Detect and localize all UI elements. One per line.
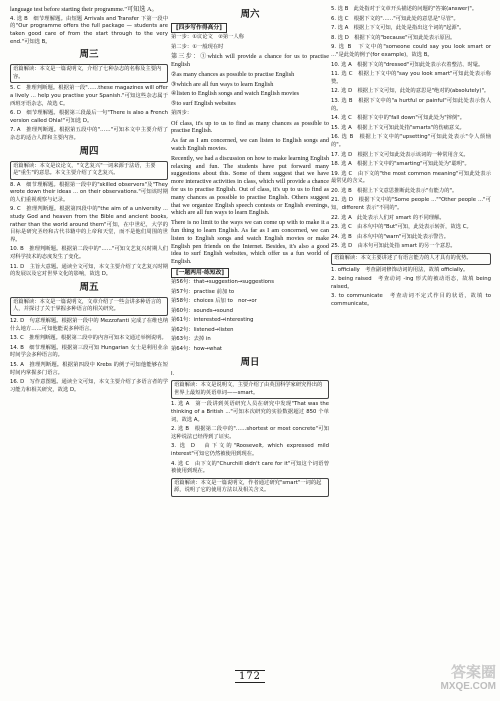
answer-item: 18. 选 A 根据上下文中的"smarting"可知此处为"聪明"。 [331, 161, 470, 168]
watermark-url: MXQE.COM [440, 681, 496, 692]
answer-item: 20. 选 B 根据上下文意思推断此处表示"有能力的"。 [331, 187, 458, 194]
passage-note: 语篇解读：本文是议论文，"文艺复兴"一词来源于法语，主要是"重生"的意思。本文主要介绍了文艺复兴。 [10, 161, 168, 180]
correction-line: 第61句：interested→interesting [171, 317, 254, 324]
answer-item: 2. being raised 考查动词 -ing 形式的被动语态，故填 being raised。 [331, 276, 491, 290]
correction-line: 第60句：sounds→sound [171, 307, 233, 314]
answer-item: 7. 选 A 根据上下文可知，此处是指出这个词的"起源"。 [331, 25, 465, 32]
passage-note: 语篇解读：本文主要讲述了有语言能力的人才具有的优势。 [331, 253, 491, 265]
passage-note: 语篇解读：本文是一篇说明文，作者通过研究"smart"一词的起源，说明了它的使用方法以及相关含义。 [171, 478, 329, 497]
step-line: ⑤to surf English websites [171, 100, 236, 108]
correction-line: 第64句：how→what [171, 346, 223, 353]
passage-note: 语篇解读：本文是说明文，主要介绍了由英国科学家研究得出的世界上最短的英语单词——smart。 [171, 380, 329, 399]
box-heading: [一题两用·练短改] [171, 268, 229, 278]
answer-item: 13. 选 B 根据下文中的"a hurtful or painful"可知此处表示伤人的。 [331, 97, 491, 112]
answer-item: 1. officially 考查副词修饰动词的用法，故填 officially。 [331, 266, 469, 273]
step-line: ④listen to English songs and watch English movies [171, 90, 300, 98]
answer-item: 9. 选 B 下文中的"someone could say you look smart or ..."是此处的例子(for example)，故选 B。 [331, 44, 491, 58]
column-middle [171, 6, 329, 499]
essay-paragraph: Of class, it's up to us to find as many chances as possible to practise English. [171, 119, 329, 135]
answer-item: 4. 选 B 细节理解题。由短题 Arrivals and Transfer 下第一段中的"Our programme offers the full package — students are taken good care of from the start through to the very end."可知选 B。 [10, 15, 168, 45]
step-line: ③which are all fun ways to learn English [171, 80, 274, 88]
answer-item: 8. A 细节理解题。根据第一段中的"skilled observers"及"They wrote down their ideas ... on their observations."可知该时期的人们重视观察与记录。 [10, 181, 168, 203]
answer-item: 25. 选 D 由本句可知此处指 smart 的另一个意思。 [331, 243, 456, 250]
correction-line: 第57句：practise 前加 to [171, 288, 235, 295]
answer-item: 22. 选 A 此处表示人们对 smart 的不同理解。 [331, 214, 445, 221]
section-header-wednesday: 周三 [79, 49, 99, 61]
watermark-logo [426, 664, 496, 698]
paragraph: language test before starting their programme."可知选 A。 [10, 6, 158, 13]
answer-item: 11. D 主旨大意题。通读全文可知，本文主要介绍了文艺复兴时期的发展以及它对世界文化的影响，故选 D。 [10, 263, 168, 278]
answer-item: 24. 选 B 由本句中的"warn"可知此处表示警告。 [331, 233, 450, 240]
step-line: 第一步：①议论文 ②第一人称 [171, 34, 245, 40]
answer-item: 7. A 推理判断题。根据第五段中的"……"可知本文中主要介绍了杂志的适合人群和主要内容。 [10, 127, 168, 141]
answer-item: 13. C 推理判断题。根据第二段中的内容可知本文通过举例说明。 [10, 335, 167, 342]
correction-line: 第62句：listened→listen [171, 326, 234, 333]
answer-item: 21. 选 D 根据下文中的"Some people ...""Other people ..."可知，different 表示"不同的"。 [331, 197, 491, 212]
answer-item: 5. 选 B 此处指对于文章开头描述的问题的"答案(answer)"。 [331, 6, 478, 12]
answer-item: 8. 选 D 根据下文的"because"可知此处表示原因。 [331, 34, 456, 41]
answer-item: 6. D 细节理解题。根据第三段最后一句"There is also a French version called Ohla!"可知选 D。 [10, 110, 168, 124]
step-line: ②as many chances as possible to practise English [171, 70, 295, 78]
essay-paragraph: As far as I am concerned, we can listen to English songs and watch English movies. [171, 137, 329, 152]
answer-item: 16. D 写作意图题。通读全文可知，本文主要介绍了多语言者的学习能力和相关研究，故选 D。 [10, 379, 168, 393]
answer-item: 10. B 推理判断题。根据第二段中的"……"可知文艺复兴时期人们对科学技术的态度发生了变化。 [10, 246, 168, 261]
page-number: 172 [235, 670, 265, 683]
passage-note: 语篇解读：本文是一篇说明文，文章介绍了一些会讲多种语言的人，并探讨了关于掌握多种语言的相关研究。 [10, 297, 168, 316]
answer-item: 12. D 句意理解题。根据第一段中的 Mezzofanti 完成了在维也纳什么地方……可知他能说多种语言。 [10, 318, 168, 332]
answer-item: 2. 选 B 根据第二段中的"……shortest or most concrete"可知这种说法已经得到了证实。 [171, 426, 329, 440]
answer-item: 19. 选 C 由下文的"the most common meaning"可知此处表示最常见的含义。 [331, 170, 491, 185]
section-header-thursday: 周四 [79, 145, 99, 157]
answer-item: 9. C 推理判断题。根据第四段中的"the aim of a university ... study God and heaven from the Bible and ancient books, rather than the world around them"可知，在中世纪，大学的目标是研究圣经和古代书籍中的上帝和天堂，而不是他们周围的世界。 [10, 206, 168, 243]
answer-item: 15. A 推理判断题。根据第四段中 Krebs 的例子可知他能够在短时间内掌握多门语言。 [10, 361, 168, 376]
answer-item: 10. 选 A 根据下文的"dressed"可知此处表示衣着整洁、时髦。 [331, 61, 484, 68]
answer-item: 1. 选 A 第一段讲到英语研究人员在研究中发现"That was the thinking of a British ..."可知本次研究的实验数据超过 850 个单词，故选 A。 [171, 401, 329, 423]
roman-numeral: I. [171, 370, 175, 377]
answer-item: 3. to communicate 考查动词不定式作目的状语，故填 to communicate。 [331, 293, 491, 307]
step-line: 第三步：①which will provide a chance for us to practise English [171, 53, 329, 68]
answer-item: 17. 选 D 根据上下文可知此处表示该词的一种常用含义。 [331, 151, 469, 158]
answer-item: 16. 选 B 根据上下文中的"upsetting"可知此处表示"令人烦恼的"。 [331, 134, 491, 148]
passage-note: 语篇解读：本文是一篇说明文，介绍了七种杂志的名称及主要内容。 [10, 64, 168, 83]
section-header-friday: 周五 [79, 281, 99, 293]
section-header-sunday: 周日 [240, 356, 260, 368]
essay-paragraph: Recently, we had a discussion on how to make learning English relaxing and fun. The students have put forward many suggestions about this. Some of them suggest that we have more interactive activities in class, which will provide a chance for us to practise English. Out of class, it's up to us to find as many chances as possible to practise English. Others suggest that we organize English speech contests or English evenings, which are all fun ways to learn English. [171, 154, 329, 217]
answer-item: 11. 选 C 根据上下文中的"say you look smart"可知此处表示称赞。 [331, 71, 491, 85]
answer-item: 5. C 推理判断题。根据第一段"……these magazines will offer a lively ... help you practise your Spanish."可知这些杂志属于西班牙语杂志，故选 C。 [10, 85, 168, 107]
step-line: 第四步： [171, 109, 193, 116]
answer-item: 12. 选 D 根据上下文可知，此处的意思是"绝对的(absolutely)"。 [331, 88, 490, 95]
correction-line: 第63句：去掉 in [171, 336, 211, 343]
answer-item: 6. 选 C 根据下文的"……"可知此处的意思是"尽管"。 [331, 15, 459, 22]
section-header-saturday: 周六 [240, 9, 260, 20]
watermark-text: 答案圈 [450, 664, 496, 681]
box-heading: [四步写作得高分] [171, 23, 227, 33]
essay-paragraph: There is no limit to the ways we can come up with to make it a fun thing to learn English. As far as I am concerned, we can listen to English songs and watch English movies or make English pen friends on the Internet. Besides, it's also a good idea to surf English websites, which offer us a fun world of English. [171, 219, 329, 266]
step-line: 第二步：①一般现在时 [171, 43, 224, 50]
answer-item: 15. 选 A 根据上下文可知此处指"smarts"的伤痛意义。 [331, 124, 465, 131]
answer-item: 23. 选 C 由本句中的"But"可知，此处表示转折，故选 C。 [331, 224, 472, 231]
answer-item: 14. B 细节理解题。根据第三段可知 Hungarian 女士是利用业余时间学会多种语言的。 [10, 344, 168, 359]
correction-line: 第58句：choices 后加 to nor→or [171, 298, 257, 305]
correction-line: 第56句：that→suggestion→suggestions [171, 278, 275, 285]
column-right [331, 6, 491, 311]
page-footer [0, 670, 500, 683]
column-left [10, 6, 168, 396]
answer-item: 3. 选 D 由下文的"Roosevelt, which expressed mild interest"可知它仍然被使用到现在。 [171, 443, 329, 457]
answer-item: 14. 选 C 根据下文中的"fall down"可知此处为"摔倒"。 [331, 115, 466, 122]
answer-item: 4. 选 C 由下文的"Churchill didn't care for it"可知这个词语曾被使用到现在。 [171, 460, 329, 475]
